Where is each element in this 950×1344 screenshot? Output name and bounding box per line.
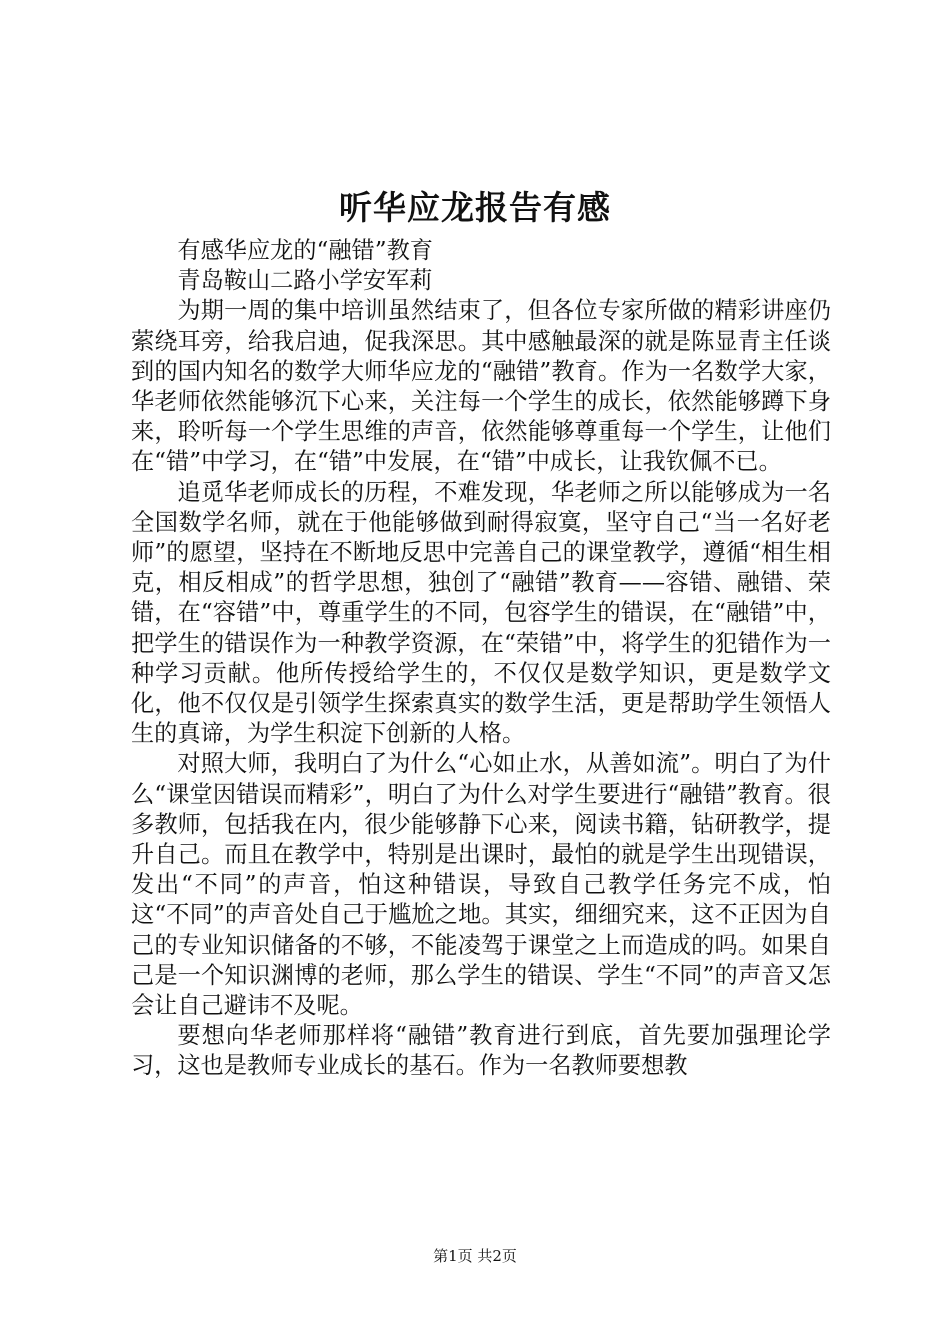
body-paragraph-1: 为期一周的集中培训虽然结束了，但各位专家所做的精彩讲座仍萦绕耳旁，给我启迪，促我深思。其中感触最深的就是陈显青主任谈到的国内知名的数学大师华应龙的“融错”教育。作为一名数学大家，华老师依然能够沉下心来，关注每一个学生的成长，依然能够蹲下身来，聆听每一个学生思维的声音，依然能够尊重每一个学生，让他们在“错”中学习，在“错”中发展，在“错”中成长，让我钦佩不已。 — [131, 297, 831, 476]
subtitle: 有感华应龙的“融错”教育 — [177, 237, 433, 264]
body-paragraph-2: 追觅华老师成长的历程，不难发现，华老师之所以能够成为一名全国数学名师，就在于他能够做到耐得寂寞，坚守自己“当一名好老师”的愿望，坚持在不断地反思中完善自己的课堂教学，遵循“相生相克，相反相成”的哲学思想，独创了“融错”教育——容错、融错、荣错，在“容错”中，尊重学生的不同，包容学生的错误，在“融错”中，把学生的错误作为一种教学资源，在“荣错”中，将学生的犯错作为一种学习贡献。他所传授给学生的，不仅仅是数学知识，更是数学文化，他不仅仅是引领学生探索真实的数学生活，更是帮助学生领悟人生的真谛，为学生积淀下创新的人格。 — [131, 478, 831, 748]
author-line: 青岛鞍山二路小学安军莉 — [177, 267, 433, 295]
document-body — [131, 236, 831, 1082]
body-paragraph-3: 对照大师，我明白了为什么“心如止水，从善如流”。明白了为什么“课堂因错误而精彩”，明白了为什么对学生要进行“融错”教育。很多教师，包括我在内，很少能够静下心来，阅读书籍，钻研教学，提升自己。而且在教学中，特别是出课时，最怕的就是学生出现错误，发出“不同”的声音，怕这种错误，导致自己教学任务完不成，怕这“不同”的声音处自己于尴尬之地。其实，细细究来，这不正因为自己的专业知识储备的不够，不能凌驾于课堂之上而造成的吗。如果自己是一个知识渊博的老师，那么学生的错误、学生“不同”的声音又怎会让自己避讳不及呢。 — [131, 750, 831, 1020]
document-title: 听华应龙报告有感 — [339, 188, 611, 227]
body-paragraph-4: 要想向华老师那样将“融错”教育进行到底，首先要加强理论学习，这也是教师专业成长的基石。作为一名教师要想教 — [131, 1022, 831, 1080]
page-footer: 第1页 共2页 — [433, 1247, 517, 1265]
